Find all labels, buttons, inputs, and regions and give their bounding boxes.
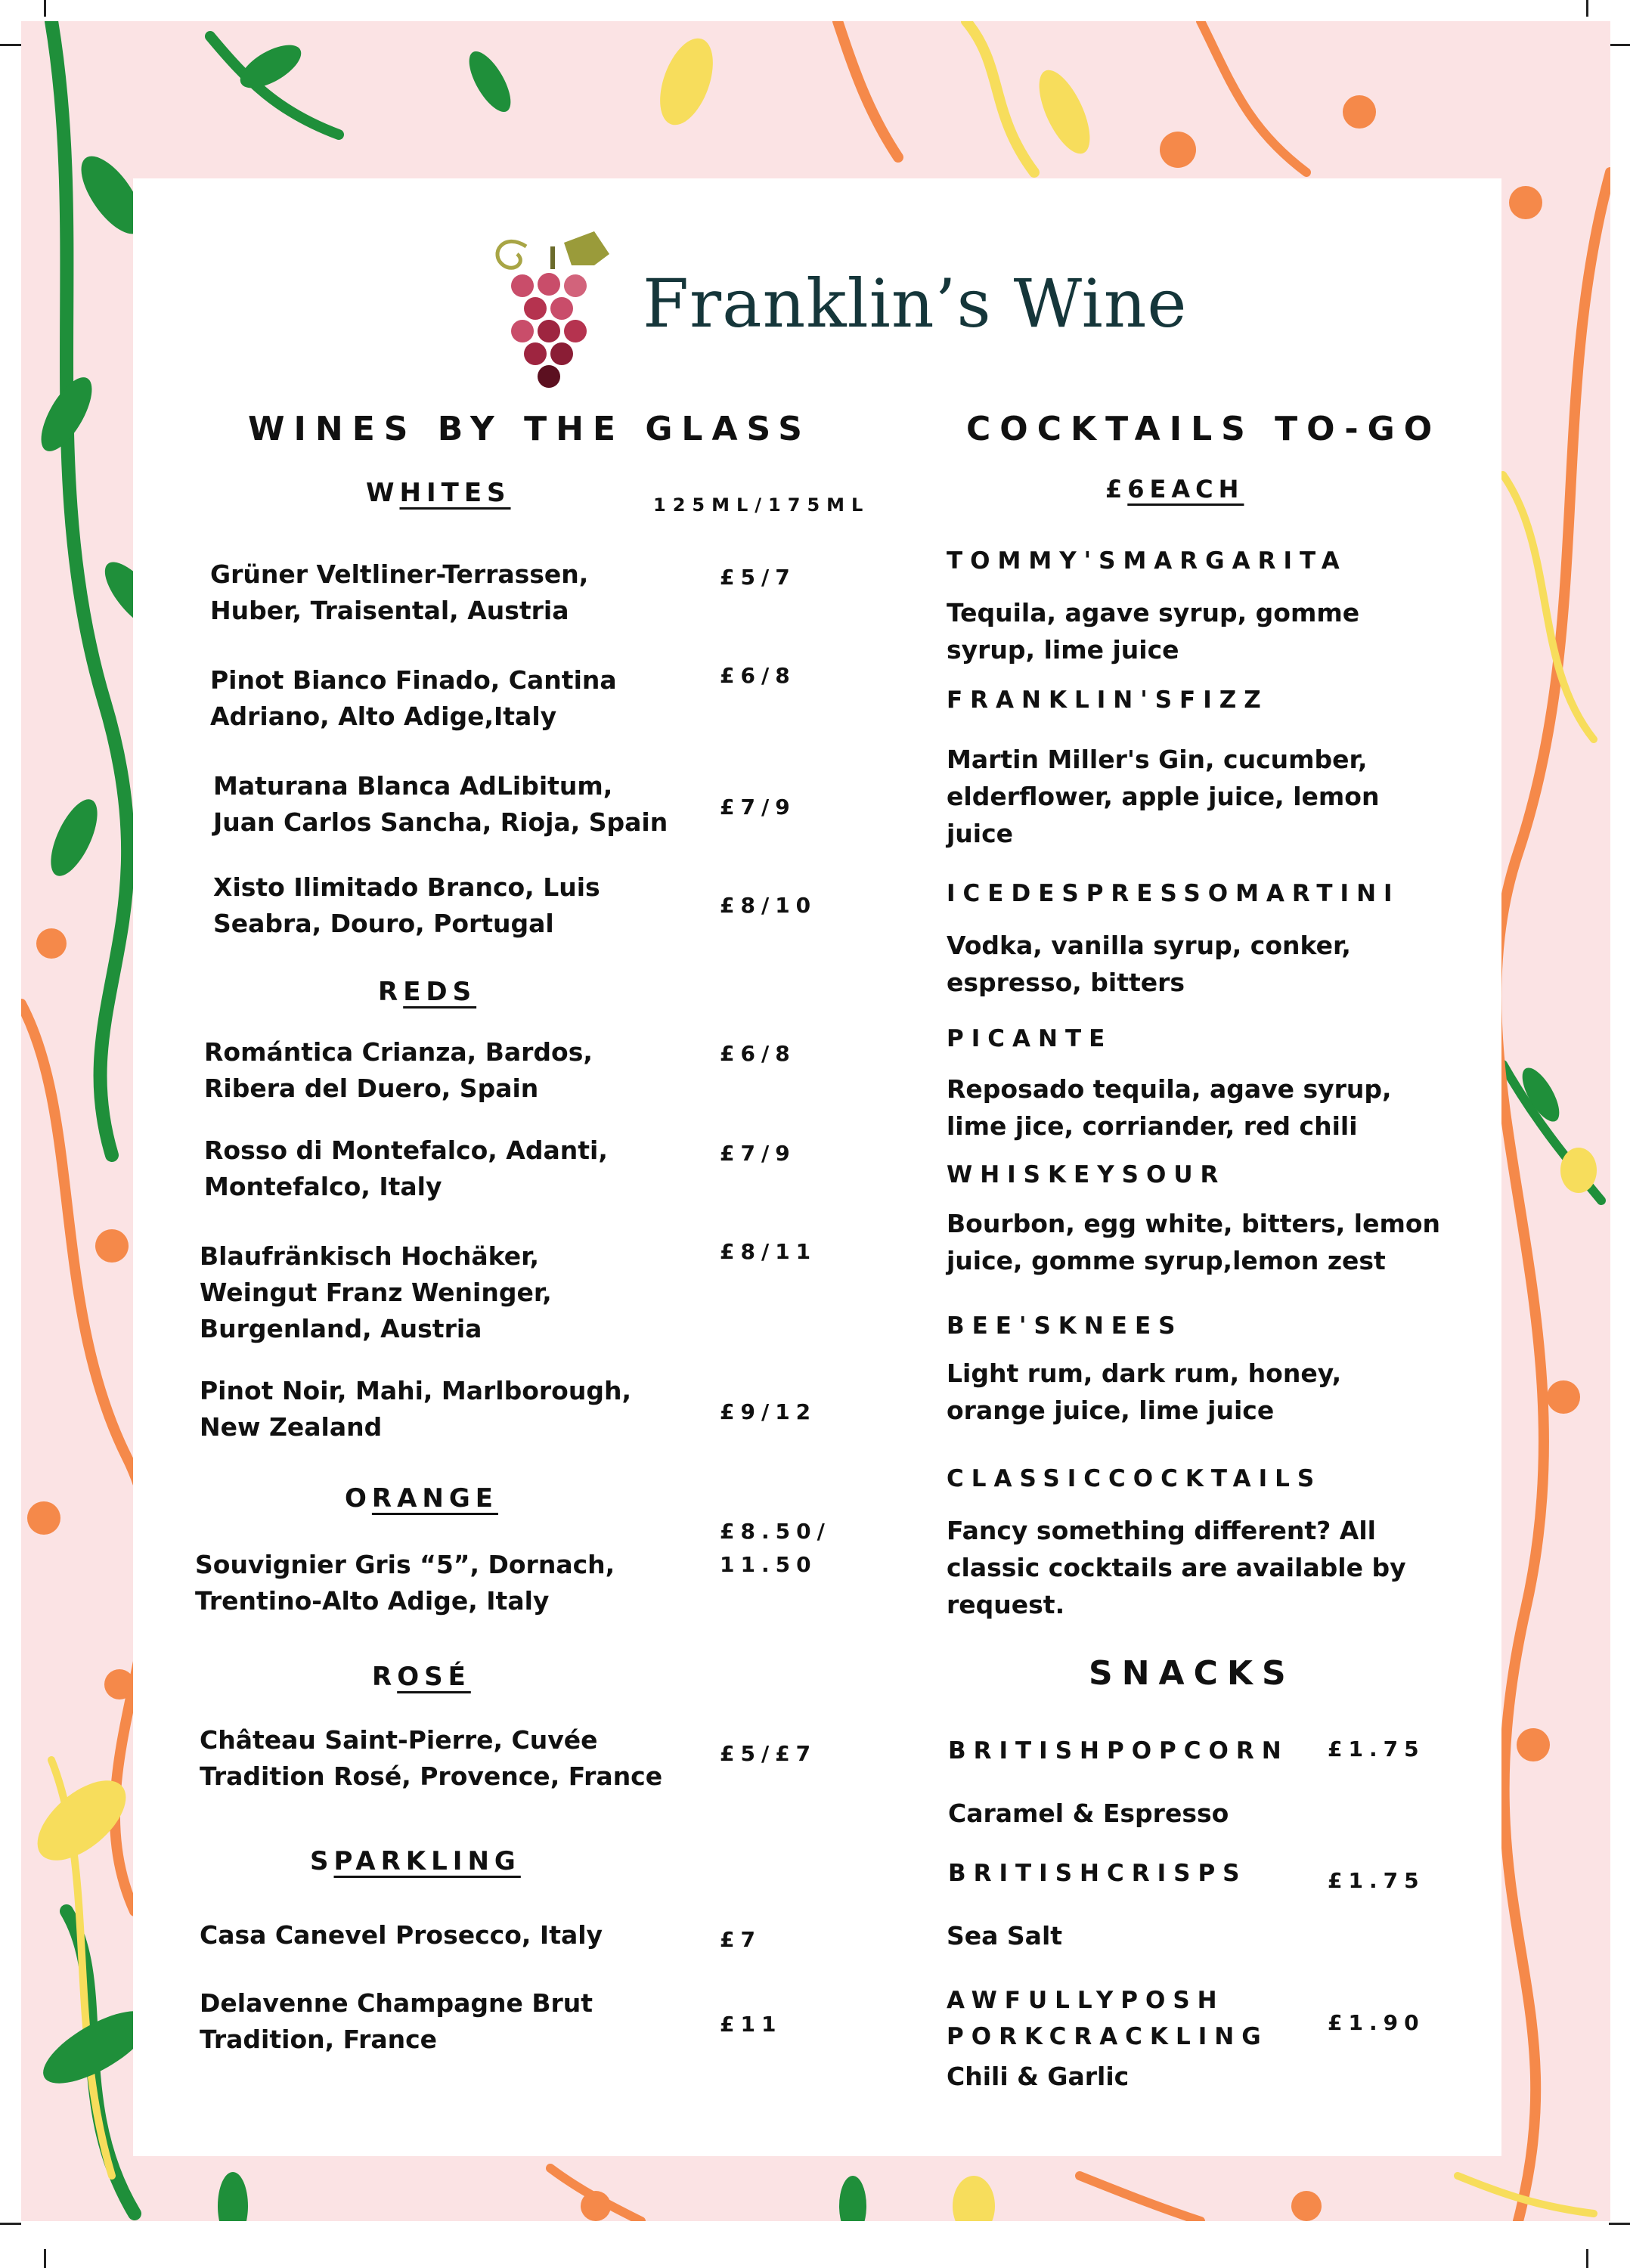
item-price: £5/7 [720,565,796,590]
grapes-icon [481,224,617,390]
item-price: £6/8 [720,1041,796,1066]
brand-name: Franklin’s Wine [643,265,1188,342]
cocktail-name: WHISKEYSOUR [947,1161,1226,1188]
list-item: Rosso di Montefalco, Adanti, Montefalco, Italy [204,1136,608,1201]
item-price: £8.50/ 11.50 [720,1519,831,1577]
cocktails-price: £6EACH [1105,475,1244,503]
crop-mark [1609,44,1630,46]
cocktail-name: TOMMY'SMARGARITA [947,547,1347,575]
snack-name: BRITISHPOPCORN [948,1737,1289,1765]
list-item: Pinot Noir, Mahi, Marlborough, New Zealand [200,1376,631,1442]
cocktail-name: PICANTE [947,1025,1113,1052]
cocktail-name: BEE'SKNEES [947,1312,1183,1340]
cocktail-desc: Reposado tequila, agave syrup, lime jice, corriander, red chili [947,1074,1392,1141]
snack-price: £1.90 [1328,2010,1425,2035]
whites-heading: WHITES [366,478,511,508]
cocktail-desc: Light rum, dark rum, honey, orange juice, lime juice [947,1359,1342,1425]
size-note: 125ML/175ML [653,494,870,516]
cocktail-name: FRANKLIN'SFIZZ [947,686,1269,714]
snack-desc: Sea Salt [947,1921,1063,1950]
wines-title: WINES BY THE GLASS [248,410,811,448]
snacks-title: SNACKS [1089,1654,1295,1693]
crop-mark [44,2249,46,2268]
list-item: Xisto Ilimitado Branco, Luis Seabra, Douro, Portugal [213,872,600,938]
cocktail-desc: Martin Miller's Gin, cucumber, elderflower, apple juice, lemon juice [947,745,1380,848]
item-price: £11 [720,2012,782,2037]
cocktail-name: CLASSICCOCKTAILS [947,1465,1322,1492]
list-item: Romántica Crianza, Bardos, Ribera del Duero, Spain [204,1037,593,1103]
snack-price: £1.75 [1328,1737,1425,1761]
cocktail-desc: Vodka, vanilla syrup, conker, espresso, bitters [947,931,1351,997]
cocktails-title: COCKTAILS TO-GO [966,410,1442,448]
snack-name: BRITISHCRISPS [948,1860,1247,1887]
crop-mark [1586,2249,1588,2268]
cocktail-desc: Bourbon, egg white, bitters, lemon juice, gomme syrup,lemon zest [947,1209,1441,1275]
rose-heading: ROSÉ [372,1662,471,1692]
item-price: £9/12 [720,1399,817,1424]
list-item: Delavenne Champagne Brut Tradition, France [200,1988,593,2054]
list-item: Souvignier Gris “5”, Dornach, Trentino-Alto Adige, Italy [195,1550,615,1616]
crop-mark [44,0,46,17]
list-item: Château Saint-Pierre, Cuvée Tradition Rosé, Provence, France [200,1725,663,1791]
reds-heading: REDS [378,977,477,1007]
list-item: Pinot Bianco Finado, Cantina Adriano, Alto Adige,Italy [210,665,617,731]
crop-mark [1609,2223,1630,2225]
crop-mark [1586,0,1588,17]
snack-desc: Caramel & Espresso [948,1799,1229,1828]
brand-logo [481,224,1388,390]
list-item: Blaufränkisch Hochäker, Weingut Franz Weninger, Burgenland, Austria [200,1241,552,1343]
snack-desc: Chili & Garlic [947,2062,1130,2091]
orange-heading: ORANGE [345,1483,498,1514]
crop-mark [0,2223,21,2225]
cocktail-desc: Tequila, agave syrup, gomme syrup, lime juice [947,598,1360,665]
snack-name: AWFULLYPOSH PORKCRACKLING [947,1987,1269,2050]
sparkling-heading: SPARKLING [310,1846,521,1876]
list-item: Casa Canevel Prosecco, Italy [200,1920,603,1950]
menu-panel [133,178,1501,2156]
item-price: £6/8 [720,663,796,688]
list-item: Maturana Blanca AdLibitum, Juan Carlos Sancha, Rioja, Spain [213,771,668,837]
item-price: £7/9 [720,795,796,820]
list-item: Grüner Veltliner-Terrassen, Huber, Traisental, Austria [210,559,589,625]
item-price: £7/9 [720,1141,796,1166]
item-price: £7 [720,1927,761,1952]
cocktail-desc: Fancy something different? All classic cocktails are available by request. [947,1516,1406,1619]
cocktail-name: ICEDESPRESSOMARTINI [947,880,1400,907]
crop-mark [0,44,21,46]
item-price: £8/11 [720,1239,817,1264]
item-price: £8/10 [720,893,817,918]
item-price: £5/£7 [720,1741,817,1766]
snack-price: £1.75 [1328,1868,1425,1893]
